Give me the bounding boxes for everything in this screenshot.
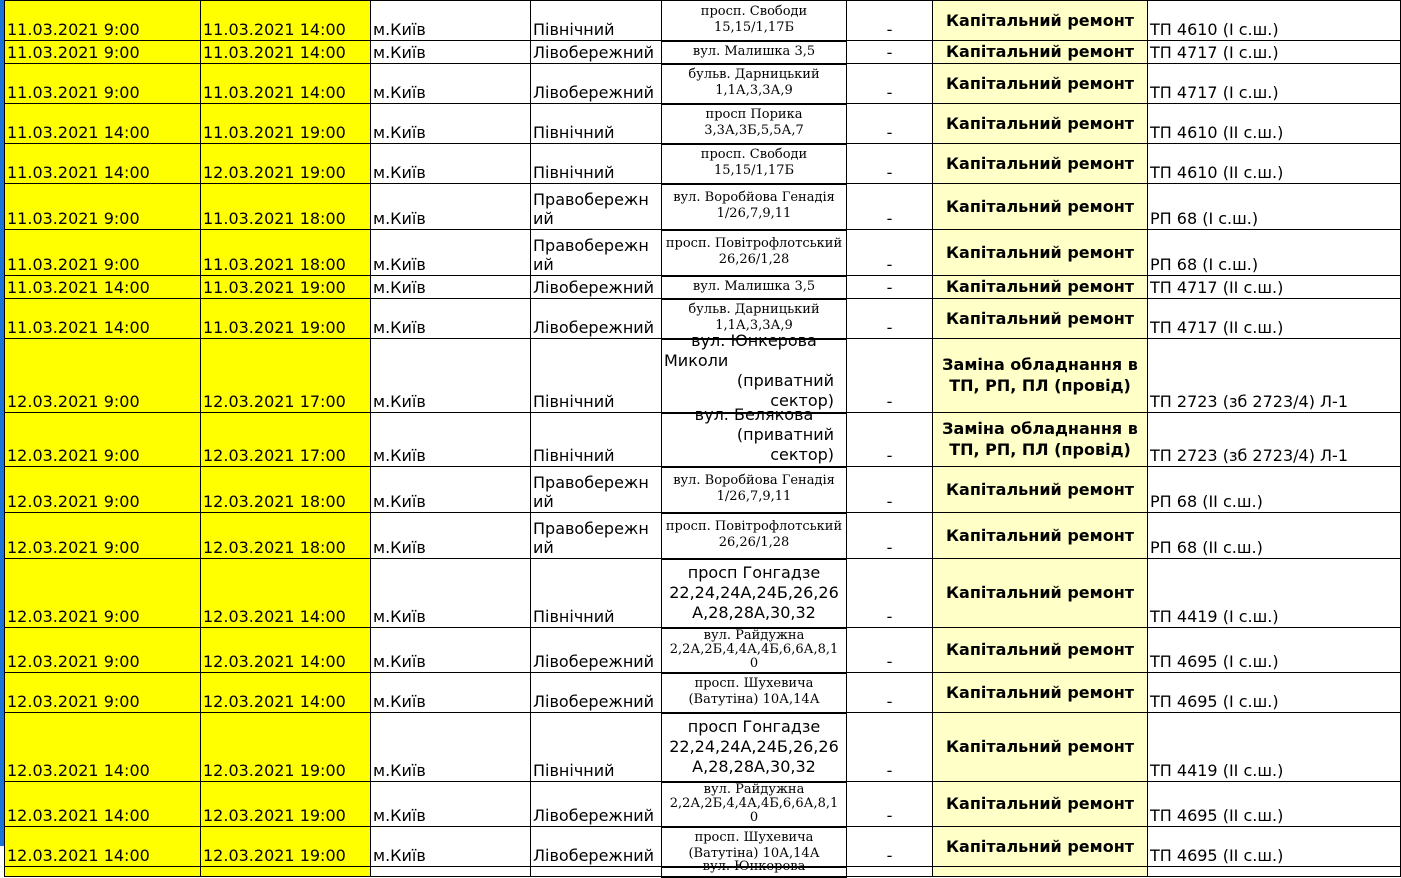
object-cell[interactable]: ТП 4717 (І с.ш.) [1148,64,1401,104]
address-line: вул. Малишка 3,5 [692,278,816,294]
dash-cell[interactable]: - [847,782,933,827]
work-type-cell[interactable] [933,867,1148,877]
object-cell[interactable]: ТП 4695 (І с.ш.) [1148,673,1401,713]
start-datetime-cell[interactable]: 12.03.2021 9:00 [5,413,201,467]
dash-cell[interactable]: - [847,276,933,299]
address-cell[interactable] [662,858,847,877]
work-type-cell[interactable]: Капітальний ремонт [933,1,1148,41]
object-cell[interactable]: ТП 2723 (зб 2723/4) Л-1 [1148,339,1401,413]
dash-cell[interactable]: - [847,144,933,184]
district-cell[interactable]: Правобережний [531,230,662,276]
start-datetime-cell[interactable] [5,867,201,877]
address-cell[interactable] [662,513,847,559]
end-datetime-cell[interactable]: 12.03.2021 19:00 [201,827,371,867]
district-cell[interactable]: Північний [531,713,662,782]
object-cell[interactable]: ТП 4695 (ІІ с.ш.) [1148,782,1401,827]
start-datetime-cell[interactable]: 12.03.2021 9:00 [5,628,201,673]
object-cell[interactable]: ТП 4610 (ІІ с.ш.) [1148,104,1401,144]
start-datetime-cell[interactable]: 11.03.2021 9:00 [5,64,201,104]
address-line: вул. Райдужна [703,781,805,797]
work-type-cell[interactable]: Заміна обладнання в ТП, РП, ПЛ (провід) [933,413,1148,467]
object-cell[interactable]: ТП 4695 (ІІ с.ш.) [1148,827,1401,867]
work-type-cell[interactable]: Капітальний ремонт [933,559,1148,628]
work-type-cell[interactable]: Капітальний ремонт [933,827,1148,867]
end-datetime-cell[interactable]: 12.03.2021 17:00 [201,413,371,467]
start-datetime-cell[interactable]: 11.03.2021 9:00 [5,1,201,41]
address-line: 2,2А,2Б,4,4А,4Б,6,6А,8,1 [669,795,839,811]
end-datetime-cell[interactable]: 11.03.2021 18:00 [201,230,371,276]
end-datetime-cell[interactable]: 12.03.2021 18:00 [201,513,371,559]
district-cell[interactable]: Північний [531,559,662,628]
address-line: (Ватутіна) 10А,14А [688,846,820,861]
table-row [5,628,1401,673]
district-cell[interactable]: Правобережний [531,184,662,230]
outage-schedule-table [4,0,1401,878]
city-cell[interactable]: м.Київ [371,413,531,467]
work-type-cell[interactable]: Капітальний ремонт [933,104,1148,144]
end-datetime-cell[interactable]: 11.03.2021 19:00 [201,299,371,339]
address-line: 3,3А,3Б,5,5А,7 [704,123,804,138]
district-cell[interactable]: Північний [531,104,662,144]
district-cell[interactable] [531,867,662,877]
address-cell[interactable] [662,64,847,104]
dash-cell[interactable]: - [847,41,933,64]
city-cell[interactable]: м.Київ [371,230,531,276]
end-datetime-cell[interactable]: 11.03.2021 18:00 [201,184,371,230]
object-cell[interactable]: ТП 4419 (І с.ш.) [1148,559,1401,628]
end-datetime-cell[interactable]: 12.03.2021 19:00 [201,782,371,827]
address-cell[interactable] [662,276,847,299]
start-datetime-cell[interactable]: 12.03.2021 9:00 [5,339,201,413]
address-line: вул. Райдужна [703,627,805,643]
address-line: 26,26/1,28 [718,535,790,550]
end-datetime-cell[interactable]: 11.03.2021 14:00 [201,64,371,104]
dash-cell[interactable]: - [847,299,933,339]
start-datetime-cell[interactable]: 11.03.2021 9:00 [5,184,201,230]
address-cell[interactable] [662,713,847,782]
city-cell[interactable]: м.Київ [371,1,531,41]
table-row [5,41,1401,64]
address-line: просп. Свободи [700,3,808,19]
work-type-cell[interactable]: Капітальний ремонт [933,299,1148,339]
end-datetime-cell[interactable]: 12.03.2021 14:00 [201,628,371,673]
address-cell[interactable] [662,1,847,41]
address-cell[interactable] [662,144,847,184]
end-datetime-cell[interactable]: 12.03.2021 19:00 [201,713,371,782]
dash-cell[interactable]: - [847,339,933,413]
object-cell[interactable]: ТП 4717 (ІІ с.ш.) [1148,299,1401,339]
table-row [5,104,1401,144]
address-cell[interactable] [662,628,847,673]
object-cell[interactable]: ТП 4717 (ІІ с.ш.) [1148,276,1401,299]
work-type-cell[interactable]: Заміна обладнання в ТП, РП, ПЛ (провід) [933,339,1148,413]
address-line: А,28,28А,30,32 [692,756,816,776]
table-row [5,673,1401,713]
start-datetime-cell[interactable]: 11.03.2021 14:00 [5,299,201,339]
start-datetime-cell[interactable]: 12.03.2021 14:00 [5,782,201,827]
table-row [5,713,1401,782]
district-cell[interactable]: Північний [531,413,662,467]
start-datetime-cell[interactable]: 11.03.2021 14:00 [5,276,201,299]
table-row [5,230,1401,276]
address-line: (Ватутіна) 10А,14А [688,692,820,707]
city-cell[interactable]: м.Київ [371,673,531,713]
object-cell[interactable] [1148,867,1401,877]
address-line: А,28,28А,30,32 [692,602,816,622]
start-datetime-cell[interactable]: 12.03.2021 14:00 [5,713,201,782]
dash-cell[interactable]: - [847,413,933,467]
address-line: вул. Белякова [694,404,814,424]
address-line: бульв. Дарницький [688,302,820,317]
district-cell[interactable]: Лівобережний [531,782,662,827]
city-cell[interactable] [371,867,531,877]
table-row [5,339,1401,413]
city-cell[interactable]: м.Київ [371,299,531,339]
address-line: сектор) [770,444,834,464]
address-cell[interactable] [662,559,847,628]
address-line: 22,24,24А,24Б,26,26 [669,736,839,756]
start-datetime-cell[interactable]: 11.03.2021 14:00 [5,104,201,144]
address-cell[interactable] [662,41,847,64]
address-line: 0 [749,809,759,825]
start-datetime-cell[interactable]: 11.03.2021 9:00 [5,41,201,64]
end-datetime-cell[interactable]: 11.03.2021 14:00 [201,1,371,41]
work-type-cell[interactable]: Капітальний ремонт [933,144,1148,184]
table-row [5,867,1401,877]
work-type-cell[interactable]: Капітальний ремонт [933,467,1148,513]
address-line: вул. Юнкерова [691,330,817,350]
start-datetime-cell[interactable]: 12.03.2021 9:00 [5,559,201,628]
address-line: 0 [749,655,759,671]
dash-cell[interactable]: - [847,628,933,673]
district-cell[interactable]: Північний [531,1,662,41]
city-cell[interactable]: м.Київ [371,513,531,559]
address-line: 22,24,24А,24Б,26,26 [669,582,839,602]
address-line: 1,1А,3,3А,9 [715,83,793,98]
district-cell[interactable]: Правобережний [531,513,662,559]
address-line: Миколи [664,350,729,370]
district-cell[interactable]: Лівобережний [531,827,662,867]
object-cell[interactable]: РП 68 (ІІ с.ш.) [1148,513,1401,559]
table-row [5,276,1401,299]
table-row [5,1,1401,41]
city-cell[interactable]: м.Київ [371,339,531,413]
dash-cell[interactable]: - [847,104,933,144]
district-cell[interactable]: Правобережний [531,467,662,513]
work-type-cell[interactable]: Капітальний ремонт [933,673,1148,713]
end-datetime-cell[interactable]: 12.03.2021 18:00 [201,467,371,513]
dash-cell[interactable]: - [847,184,933,230]
address-line: 1,1А,3,3А,9 [715,318,793,333]
address-line: просп. Шухевича [694,830,814,845]
city-cell[interactable]: м.Київ [371,64,531,104]
city-cell[interactable]: м.Київ [371,782,531,827]
city-cell[interactable]: м.Київ [371,276,531,299]
city-cell[interactable]: м.Київ [371,628,531,673]
district-cell[interactable]: Лівобережний [531,276,662,299]
city-cell[interactable]: м.Київ [371,41,531,64]
start-datetime-cell[interactable]: 12.03.2021 14:00 [5,827,201,867]
object-cell[interactable]: РП 68 (ІІ с.ш.) [1148,467,1401,513]
address-line: 26,26/1,28 [718,252,790,267]
end-datetime-cell[interactable] [201,867,371,877]
object-cell[interactable]: ТП 4695 (І с.ш.) [1148,628,1401,673]
dash-cell[interactable]: - [847,1,933,41]
dash-cell[interactable]: - [847,559,933,628]
work-type-cell[interactable]: Капітальний ремонт [933,184,1148,230]
district-cell[interactable]: Північний [531,339,662,413]
address-line: просп Гонгадзе [687,562,821,582]
address-line: сектор) [770,390,834,410]
start-datetime-cell[interactable]: 11.03.2021 14:00 [5,144,201,184]
object-cell[interactable]: ТП 4717 (І с.ш.) [1148,41,1401,64]
city-cell[interactable]: м.Київ [371,827,531,867]
address-line: просп. Повітрофлотський [665,236,843,251]
table-row [5,413,1401,467]
start-datetime-cell[interactable]: 12.03.2021 9:00 [5,467,201,513]
dash-cell[interactable]: - [847,513,933,559]
address-cell[interactable] [662,230,847,276]
address-line: просп. Повітрофлотський [665,519,843,534]
address-line: вул. Малишка 3,5 [692,43,816,59]
end-datetime-cell[interactable]: 12.03.2021 19:00 [201,144,371,184]
object-cell[interactable]: ТП 4419 (ІІ с.ш.) [1148,713,1401,782]
address-line: 1/26,7,9,11 [716,206,792,221]
dash-cell[interactable]: - [847,230,933,276]
start-datetime-cell[interactable]: 11.03.2021 9:00 [5,230,201,276]
address-line: просп. Шухевича [694,676,814,691]
dash-cell[interactable]: - [847,827,933,867]
end-datetime-cell[interactable]: 11.03.2021 19:00 [201,276,371,299]
address-line: 2,2А,2Б,4,4А,4Б,6,6А,8,1 [669,641,839,657]
address-cell[interactable] [662,184,847,230]
address-cell[interactable] [662,673,847,713]
table-row [5,467,1401,513]
district-cell[interactable]: Лівобережний [531,628,662,673]
address-line: вул. Воробйова Генадія [673,473,835,488]
city-cell[interactable]: м.Київ [371,713,531,782]
object-cell[interactable]: РП 68 (І с.ш.) [1148,230,1401,276]
table-row [5,559,1401,628]
work-type-cell[interactable]: Капітальний ремонт [933,513,1148,559]
address-cell[interactable] [662,404,847,467]
city-cell[interactable]: м.Київ [371,184,531,230]
district-cell[interactable]: Північний [531,144,662,184]
work-type-cell[interactable]: Капітальний ремонт [933,276,1148,299]
end-datetime-cell[interactable]: 11.03.2021 14:00 [201,41,371,64]
city-cell[interactable]: м.Київ [371,467,531,513]
address-line: (приватний [736,370,834,390]
address-line: вул. Воробйова Генадія [673,190,835,205]
object-cell[interactable]: ТП 4610 (І с.ш.) [1148,1,1401,41]
end-datetime-cell[interactable]: 11.03.2021 19:00 [201,104,371,144]
district-cell[interactable]: Лівобережний [531,41,662,64]
address-line: (приватний [736,424,834,444]
table-row [5,144,1401,184]
table-row [5,184,1401,230]
object-cell[interactable]: ТП 2723 (зб 2723/4) Л-1 [1148,413,1401,467]
work-type-cell[interactable]: Капітальний ремонт [933,230,1148,276]
address-line: 15,15/1,17Б [713,19,795,35]
address-line: вул. Юнкерова [702,858,806,874]
address-line: просп Гонгадзе [687,716,821,736]
address-line: бульв. Дарницький [688,67,820,82]
dash-cell[interactable]: - [847,467,933,513]
start-datetime-cell[interactable]: 12.03.2021 9:00 [5,513,201,559]
city-cell[interactable]: м.Київ [371,559,531,628]
object-cell[interactable]: РП 68 (І с.ш.) [1148,184,1401,230]
address-line: просп Порика [705,107,803,122]
address-cell[interactable] [662,330,847,413]
district-cell[interactable]: Лівобережний [531,64,662,104]
start-datetime-cell[interactable]: 12.03.2021 9:00 [5,673,201,713]
city-cell[interactable]: м.Київ [371,104,531,144]
address-line: 15,15/1,17Б [713,163,795,178]
work-type-cell[interactable]: Капітальний ремонт [933,713,1148,782]
end-datetime-cell[interactable]: 12.03.2021 14:00 [201,673,371,713]
work-type-cell[interactable]: Капітальний ремонт [933,64,1148,104]
work-type-cell[interactable]: Капітальний ремонт [933,628,1148,673]
address-line: 1/26,7,9,11 [716,489,792,504]
end-datetime-cell[interactable]: 12.03.2021 17:00 [201,339,371,413]
table-row [5,64,1401,104]
dash-cell[interactable]: - [847,673,933,713]
dash-cell[interactable]: - [847,713,933,782]
address-cell[interactable] [662,782,847,827]
city-cell[interactable]: м.Київ [371,144,531,184]
district-cell[interactable]: Лівобережний [531,299,662,339]
address-line: просп. Свободи [700,147,808,162]
work-type-cell[interactable]: Капітальний ремонт [933,41,1148,64]
district-cell[interactable]: Лівобережний [531,673,662,713]
dash-cell[interactable] [847,867,933,877]
table-row [5,513,1401,559]
table-row [5,782,1401,827]
work-type-cell[interactable]: Капітальний ремонт [933,782,1148,827]
address-cell[interactable] [662,467,847,513]
dash-cell[interactable]: - [847,64,933,104]
address-cell[interactable] [662,104,847,144]
object-cell[interactable]: ТП 4610 (ІІ с.ш.) [1148,144,1401,184]
end-datetime-cell[interactable]: 12.03.2021 14:00 [201,559,371,628]
